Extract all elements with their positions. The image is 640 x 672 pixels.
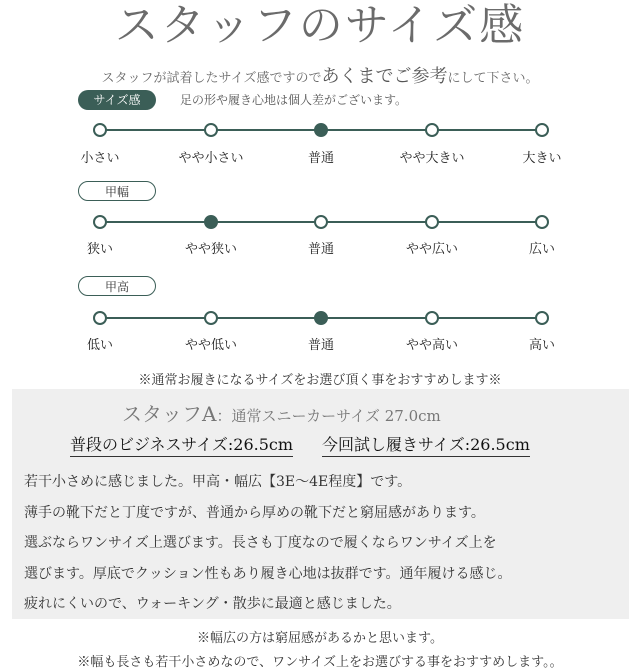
- comment-line: 疲れにくいので、ウォーキング・散歩に最適と感じました。: [24, 596, 401, 612]
- staff-usual-size: ：通常スニーカーサイズ 27.0cm: [216, 407, 441, 425]
- scale-dot: [93, 123, 107, 137]
- scale-option-label: 普通: [307, 338, 334, 353]
- scale-badge: 甲幅: [78, 181, 156, 201]
- comment-line: 選びます。厚底でクッション性もあり履き心地は抜群です。通年履ける感じ。: [24, 566, 512, 582]
- scale-dot: [93, 215, 107, 229]
- size-recommendation-note: ※通常お履きになるサイズをお選び頂く事をおすすめします※: [138, 373, 502, 388]
- scale-dot: [93, 311, 107, 325]
- scale-dot: [314, 215, 328, 229]
- subtitle-emphasis: あくまでご参考: [321, 66, 448, 87]
- scale-option-label: 高い: [528, 338, 555, 353]
- scale-option-label: やや小さい: [178, 151, 244, 166]
- scale-dot: [425, 215, 439, 229]
- scale-option-label: やや狭い: [184, 242, 237, 257]
- scale-dot-selected: [314, 123, 328, 137]
- scale-option-label: やや広い: [405, 242, 458, 257]
- scale-dot: [535, 215, 549, 229]
- page-title: スタッフのサイズ感: [114, 0, 526, 51]
- scale-dot-selected: [204, 215, 218, 229]
- scale-dot: [425, 123, 439, 137]
- scale-dot: [425, 311, 439, 325]
- scale-badge: 甲高: [78, 276, 156, 296]
- scale-option-label: やや高い: [405, 338, 458, 353]
- footnote: ※幅広の方は窮屈感があるかと思います。: [197, 631, 443, 646]
- business-size: 普段のビジネスサイズ:26.5cm: [70, 432, 293, 457]
- trial-size: 今回試し履きサイズ:26.5cm: [322, 432, 530, 457]
- scale-option-label: やや大きい: [399, 151, 465, 166]
- individual-difference-note: 足の形や履き心地は個人差がございます。: [180, 93, 408, 107]
- scale-option-label: 小さい: [80, 151, 120, 166]
- scale-option-label: 大きい: [522, 151, 562, 166]
- scale-dot: [204, 123, 218, 137]
- scale-option-label: 普通: [307, 151, 334, 166]
- scale-dot: [535, 311, 549, 325]
- staff-header: [122, 398, 441, 427]
- scale-dot: [204, 311, 218, 325]
- scale-dot: [535, 123, 549, 137]
- scale-option-label: 低い: [86, 338, 113, 353]
- subtitle-post: にして下さい。: [447, 71, 539, 86]
- scale-dot-selected: [314, 311, 328, 325]
- scale-option-label: やや低い: [184, 338, 237, 353]
- scale-option-label: 普通: [307, 242, 334, 257]
- subtitle-pre: スタッフが試着したサイズ感ですので: [101, 71, 322, 86]
- subtitle: [0, 62, 640, 88]
- footnote: ※幅も長さも若干小さめなので、ワンサイズ上をお選びする事をおすすめします。。: [77, 655, 563, 670]
- comment-line: 選ぶならワンサイズ上選びます。長さも丁度なので履くならワンサイズ上を: [24, 535, 497, 551]
- staff-name: スタッフA: [122, 402, 217, 426]
- comment-line: 若干小さめに感じました。甲高・幅広【3E～4E程度】です。: [24, 474, 412, 490]
- scale-option-label: 広い: [528, 242, 555, 257]
- comment-line: 薄手の靴下だと丁度ですが、普通から厚めの靴下だと窮屈感があります。: [24, 505, 485, 521]
- scale-option-label: 狭い: [86, 242, 113, 257]
- scale-badge: サイズ感: [78, 90, 156, 110]
